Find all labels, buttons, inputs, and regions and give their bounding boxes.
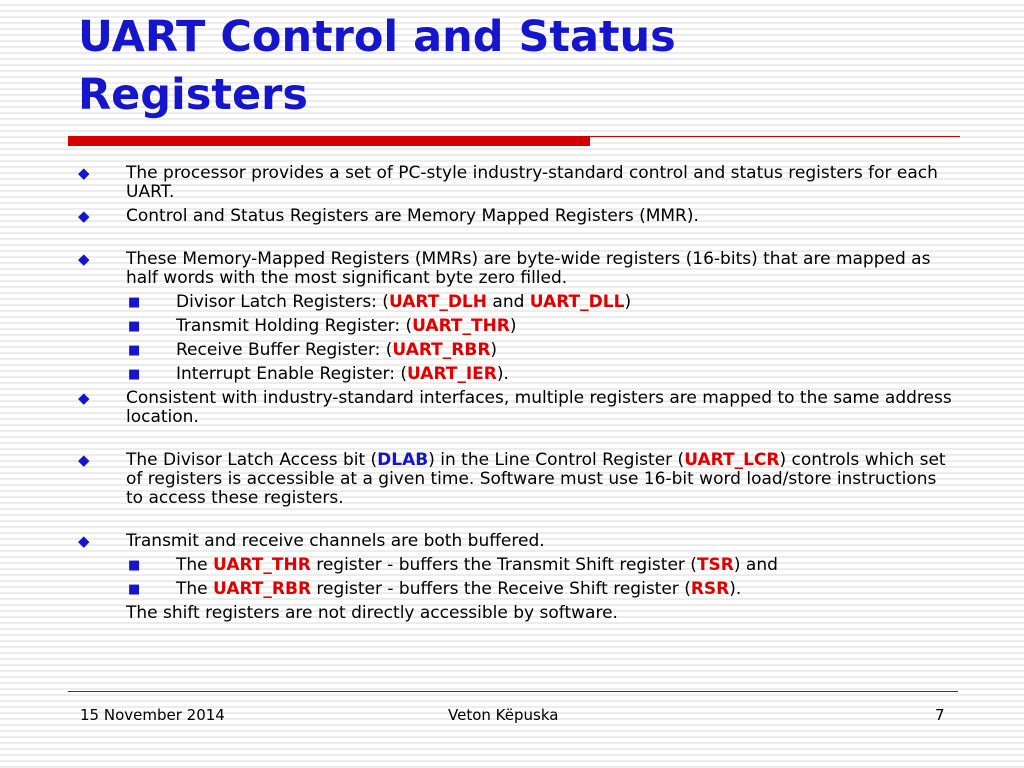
slide-title-line-1: UART Control and Status [78,12,676,62]
footer-rule [68,691,958,692]
square-bullet-icon: ■ [128,582,141,597]
register-name: UART_THR [412,316,510,336]
sub-bullet-item-1 [72,293,952,312]
bullet-text: The Divisor Latch Access bit ( [126,450,378,470]
diamond-bullet-icon: ◆ [78,250,90,268]
title-underline-thin [590,136,960,137]
sub-bullet-text: ) [624,292,632,312]
register-name: UART_RBR [213,579,312,599]
sub-bullet-text: ) [490,340,498,360]
register-name: UART_IER [407,364,497,384]
sub-bullet-text: Receive Buffer Register: ( [176,340,393,360]
bullet-text: ) in the Line Control Register ( [428,450,685,470]
diamond-bullet-icon: ◆ [78,451,90,469]
footer-date: 15 November 2014 [80,706,225,724]
bullet-text: ) controls which set of registers is accessible at a given time. Software must use 16-bit word load/store instructions to access these registers. [126,450,946,508]
sub-bullet-item-3 [72,341,952,360]
bullet-item-3 [72,250,952,288]
sub-bullet-text: ). [729,579,742,599]
register-name: UART_LCR [684,450,780,470]
continuation-note [72,604,952,623]
sub-bullet-item-4 [72,365,952,384]
sub-bullet-item-5 [72,556,952,575]
bullet-text: Control and Status Registers are Memory Mapped Registers (MMR). [126,206,699,226]
sub-bullet-text: register - buffers the Receive Shift register ( [311,579,691,599]
register-name: TSR [696,555,734,575]
register-name: UART_DLL [529,292,625,312]
title-underline-thick [68,136,590,146]
register-name: UART_DLH [388,292,487,312]
square-bullet-icon: ■ [128,343,141,358]
sub-bullet-text: and [487,292,530,312]
sub-bullet-text: ) and [733,555,778,575]
bullet-text: The processor provides a set of PC-style industry-standard control and status registers for each UART. [126,163,938,202]
register-name: UART_RBR [392,340,491,360]
diamond-bullet-icon: ◆ [78,164,90,182]
sub-bullet-text: The [176,555,214,575]
sub-bullet-text: register - buffers the Transmit Shift register ( [310,555,697,575]
bullet-item-2 [72,207,952,226]
sub-bullet-text: Interrupt Enable Register: ( [176,364,407,384]
bullet-item-1 [72,164,952,202]
register-name: DLAB [377,450,429,470]
sub-bullet-text: Divisor Latch Registers: ( [176,292,389,312]
sub-bullet-item-2 [72,317,952,336]
sub-bullet-text: ) [509,316,517,336]
bullet-text: Transmit and receive channels are both buffered. [126,531,545,551]
register-name: UART_THR [213,555,311,575]
diamond-bullet-icon: ◆ [78,207,90,225]
bullet-item-6 [72,532,952,551]
sub-bullet-text: Transmit Holding Register: ( [176,316,413,336]
sub-bullet-item-6 [72,580,952,599]
bullet-item-4 [72,389,952,427]
note-text: The shift registers are not directly accessible by software. [126,603,618,623]
square-bullet-icon: ■ [128,558,141,573]
sub-bullet-text: ). [496,364,509,384]
square-bullet-icon: ■ [128,319,141,334]
bullet-text: These Memory-Mapped Registers (MMRs) are byte-wide registers (16-bits) that are mapped as half words with the most significant byte zero filled. [126,249,931,288]
slide-title [78,8,978,124]
sub-bullet-text: The [176,579,214,599]
slide-body [72,164,952,623]
footer-page-number: 7 [935,706,945,724]
bullet-text: Consistent with industry-standard interfaces, multiple registers are mapped to the same address location. [126,388,952,427]
diamond-bullet-icon: ◆ [78,532,90,550]
slide-title-line-2: Registers [78,70,308,120]
square-bullet-icon: ■ [128,367,141,382]
register-name: RSR [690,579,730,599]
diamond-bullet-icon: ◆ [78,389,90,407]
bullet-item-5 [72,451,952,508]
square-bullet-icon: ■ [128,295,141,310]
footer-author: Veton Këpuska [448,706,559,724]
